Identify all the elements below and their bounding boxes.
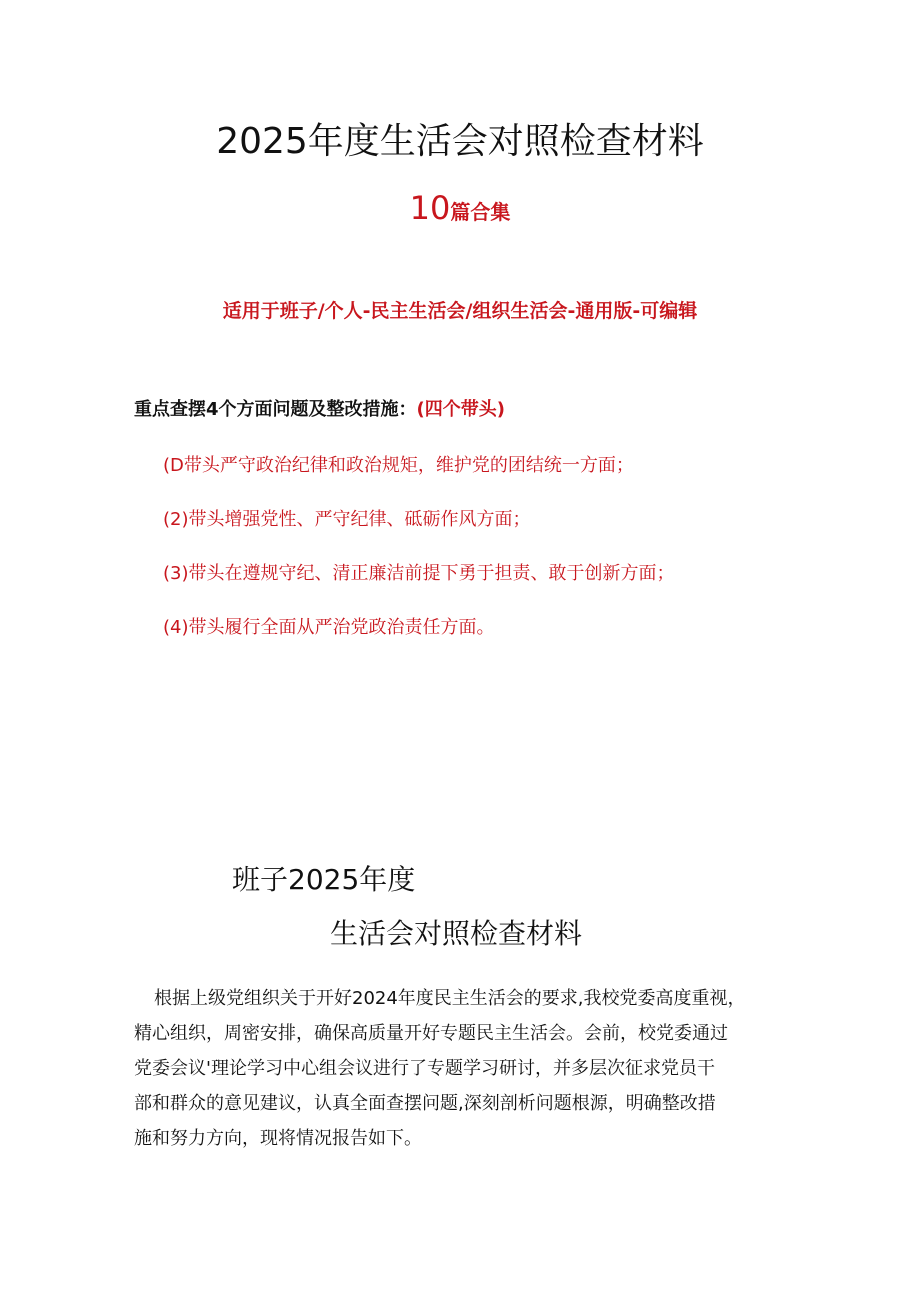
focus-heading xyxy=(134,395,505,425)
focus-item-2: (2)带头增强党性、严守纪律、砥砺作风方面； xyxy=(163,509,531,530)
paragraph-line: 根据上级党组织关于开好2024年度民主生活会的要求,我校党委高度重视， xyxy=(154,988,746,1009)
section-title-line2: 生活会对照检查材料 xyxy=(330,917,583,950)
section-title-line1: 班子2025年度 xyxy=(232,863,416,896)
focus-heading-highlight: (四个带头) xyxy=(416,399,505,420)
paragraph-line: 施和努力方向，现将情况报告如下。 xyxy=(134,1128,422,1149)
focus-item-4: (4)带头履行全面从严治党政治责任方面。 xyxy=(163,617,495,638)
collection-label xyxy=(0,188,920,234)
collection-number: 10 xyxy=(409,189,451,227)
collection-text: 篇合集 xyxy=(450,200,511,224)
body-paragraph xyxy=(134,981,794,1156)
focus-heading-text: 重点查摆4个方面问题及整改措施： xyxy=(134,399,417,420)
focus-item-3: (3)带头在遵规守纪、清正廉洁前提下勇于担责、敢于创新方面； xyxy=(163,563,675,584)
applicability-note: 适用于班子/个人-民主生活会/组织生活会-通用版-可编辑 xyxy=(222,300,698,322)
focus-item-1: (D带头严守政治纪律和政治规矩，维护党的团结统一方面； xyxy=(163,455,634,476)
document-title: 2025年度生活会对照检查材料 xyxy=(216,121,704,162)
paragraph-line: 精心组织，周密安排，确保高质量开好专题民主生活会。会前，校党委通过 xyxy=(134,1023,728,1044)
paragraph-line: 部和群众的意见建议，认真全面查摆问题,深刻剖析问题根源，明确整改措 xyxy=(134,1093,716,1114)
paragraph-line: 党委会议'理论学习中心组会议进行了专题学习研讨，并多层次征求党员干 xyxy=(134,1058,715,1079)
